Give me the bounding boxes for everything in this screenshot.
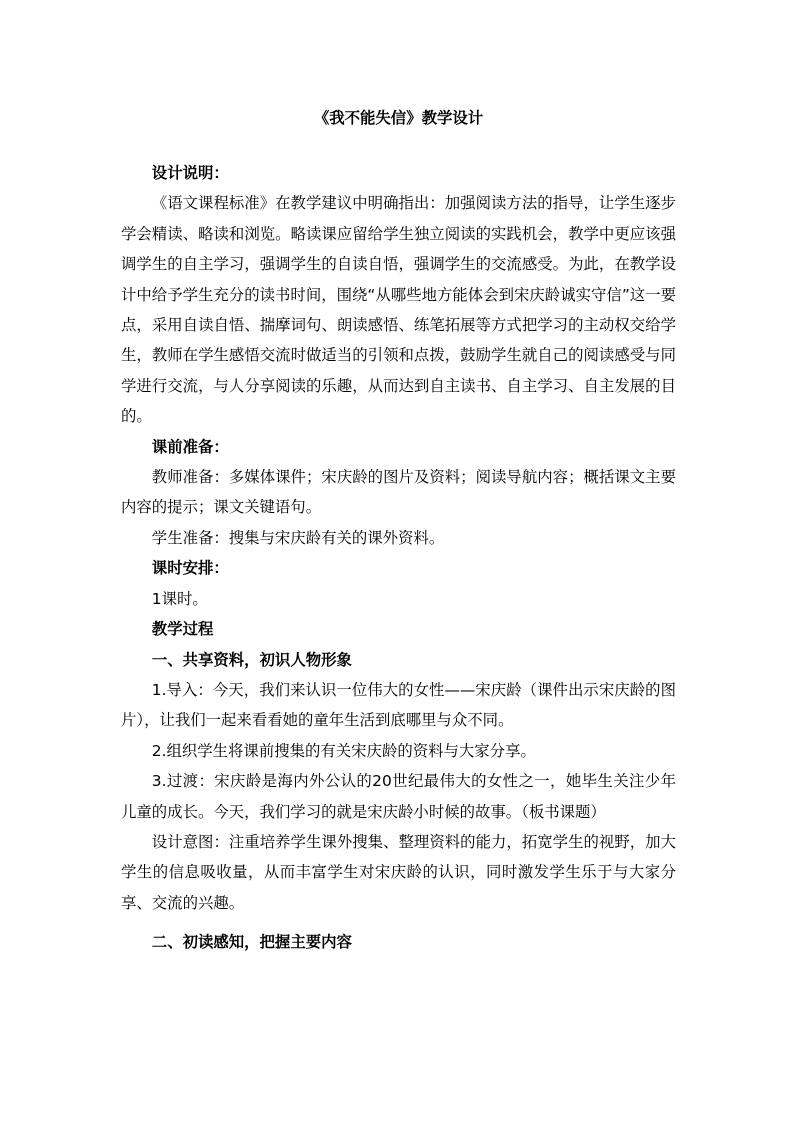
step-three-paragraph: 3.过渡：宋庆龄是海内外公认的20世纪最伟大的女性之一，她毕生关注少年儿童的成长。今天，我们学习的就是宋庆龄小时候的故事。（板书课题） (121, 772, 676, 821)
schedule-heading: 课时安排： (151, 559, 229, 578)
part-one-heading: 一、共享资料，初识人物形象 (151, 650, 352, 669)
part-two-heading: 二、初读感知，把握主要内容 (151, 933, 352, 952)
step-one-paragraph: 1.导入：今天，我们来认识一位伟大的女性——宋庆龄（课件出示宋庆龄的图片），让我们一起来看看她的童年生活到底哪里与众不同。 (121, 680, 676, 730)
teacher-preparation: 教师准备：多媒体课件；宋庆龄的图片及资料；阅读导航内容；概括课文主要内容的提示；课文关键语句。 (121, 468, 676, 517)
document-body (121, 103, 676, 958)
document-title: 《我不能失信》教学设计 (313, 109, 484, 127)
schedule-value: 1课时。 (151, 589, 208, 608)
design-notes-heading: 设计说明： (151, 164, 229, 182)
design-notes-paragraph: 《语文课程标准》在教学建议中明确指出：加强阅读方法的指导，让学生逐步学会精读、略读和浏览。略读课应留给学生独立阅读的实践机会，教学中更应该强调学生的自主学习，强调学生的自读自悟，强调学生的交流感受。为此，在教学设计中给予学生充分的读书时间，围绕“从哪些地方能体会到宋庆龄诚实守信”这一要点，采用自读自悟、揣摩词句、朗读感悟、练笔拓展等方式把学习的主动权交给学生，教师在学生感悟交流时做适当的引领和点拨，鼓励学生就自己的阅读感受与同学进行交流，与人分享阅读的乐趣，从而达到自主读书、自主学习、自主发展的目的。 (121, 194, 676, 426)
step-two-paragraph: 2.组织学生将课前搜集的有关宋庆龄的资料与大家分享。 (151, 741, 536, 760)
preparation-heading: 课前准备： (151, 437, 229, 456)
student-preparation: 学生准备：搜集与宋庆龄有关的课外资料。 (151, 528, 445, 547)
design-intent-paragraph: 设计意图：注重培养学生课外搜集、整理资料的能力，拓宽学生的视野，加大学生的信息吸收量，从而丰富学生对宋庆龄的认识，同时激发学生乐于与大家分享、交流的兴趣。 (121, 832, 676, 912)
process-heading: 教学过程 (151, 620, 214, 639)
